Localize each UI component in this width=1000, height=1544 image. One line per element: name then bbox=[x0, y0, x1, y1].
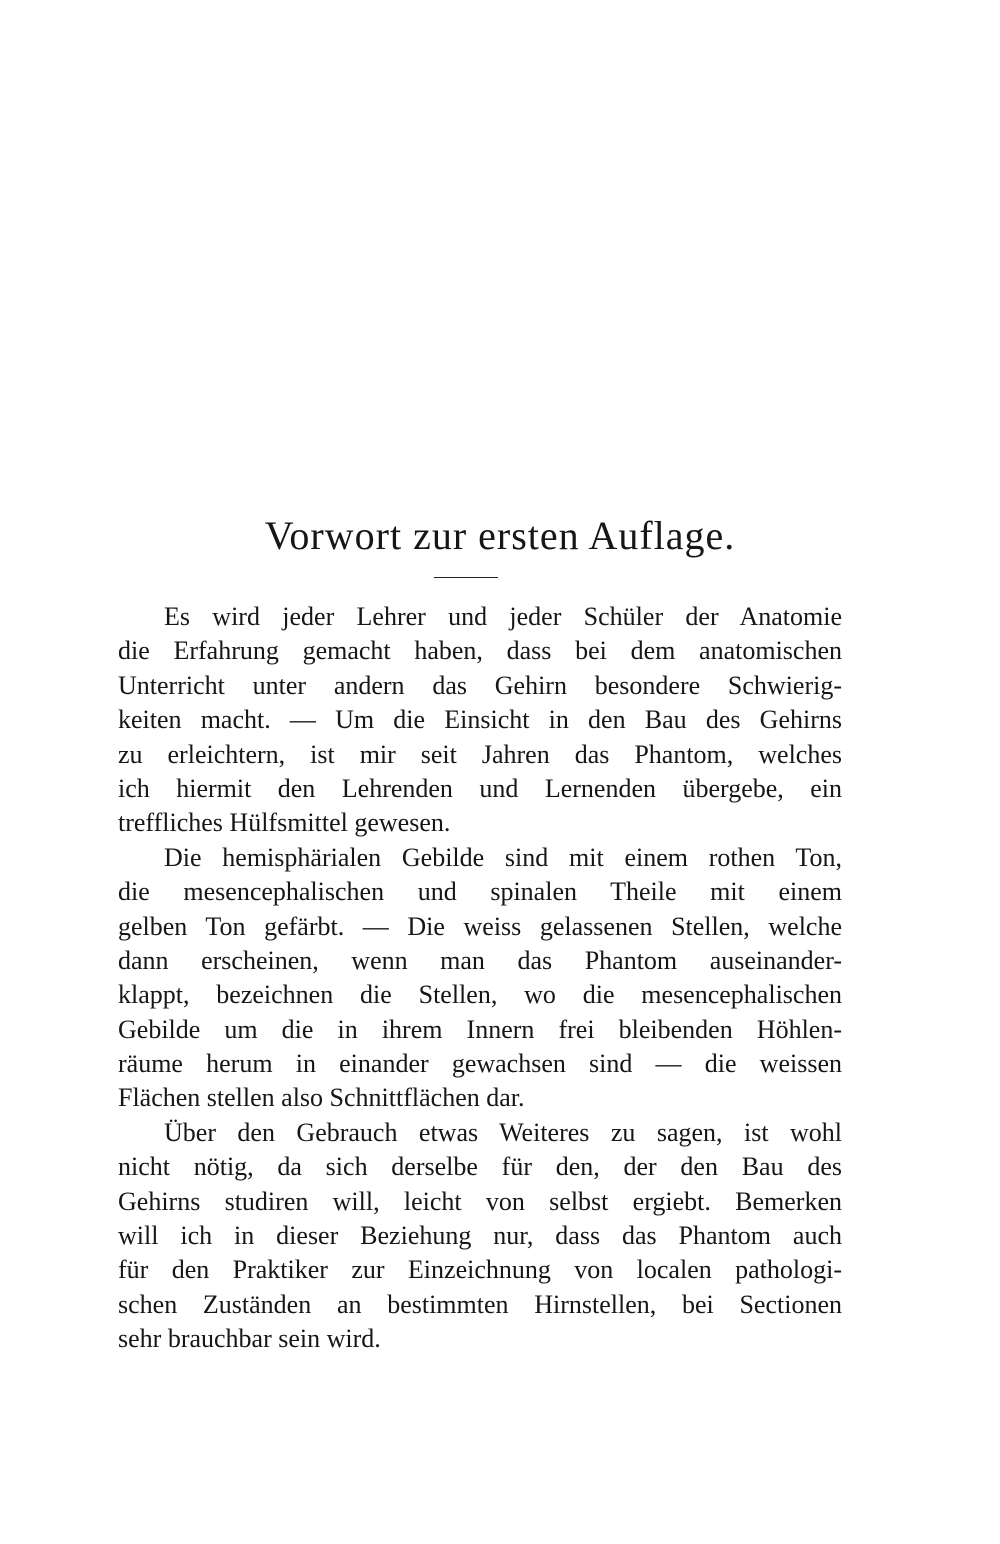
text-line: Unterricht unter andern das Gehirn besondere Schwierig- bbox=[118, 670, 842, 700]
text-line: gelben Ton gefärbt. — Die weiss gelassenen Stellen, welche bbox=[118, 911, 842, 941]
text-line: die Erfahrung gemacht haben, dass bei dem anatomischen bbox=[118, 636, 842, 666]
text-line: Über den Gebrauch etwas Weiteres zu sagen, ist wohl bbox=[164, 1117, 842, 1147]
text-line: die mesencephalischen und spinalen Theile mit einem bbox=[118, 877, 842, 907]
text-line: ich hiermit den Lehrenden und Lernenden übergebe, ein bbox=[118, 773, 842, 803]
text-line: Es wird jeder Lehrer und jeder Schüler der Anatomie bbox=[164, 602, 842, 631]
text-line: für den Praktiker zur Einzeichnung von localen pathologi- bbox=[118, 1255, 842, 1285]
text-line: sehr brauchbar sein wird. bbox=[118, 1324, 381, 1354]
text-line: Gehirns studiren will, leicht von selbst ergiebt. Bemerken bbox=[118, 1186, 842, 1216]
title-divider bbox=[434, 577, 498, 578]
body-text bbox=[118, 600, 842, 1357]
text-line: klappt, bezeichnen die Stellen, wo die mesencephalischen bbox=[118, 980, 842, 1010]
text-line: keiten macht. — Um die Einsicht in den Bau des Gehirns bbox=[118, 705, 842, 735]
text-line: räume herum in einander gewachsen sind — die weissen bbox=[118, 1049, 842, 1079]
text-line: schen Zuständen an bestimmten Hirnstellen, bei Sectionen bbox=[118, 1289, 842, 1319]
text-line: Gebilde um die in ihrem Innern frei bleibenden Höhlen- bbox=[118, 1014, 842, 1044]
text-line: Flächen stellen also Schnittflächen dar. bbox=[118, 1083, 525, 1113]
text-line: nicht nötig, da sich derselbe für den, der den Bau des bbox=[118, 1152, 842, 1182]
text-line: Die hemisphärialen Gebilde sind mit einem rothen Ton, bbox=[164, 842, 842, 872]
page-title: Vorwort zur ersten Auflage. bbox=[264, 513, 736, 558]
paragraph-1 bbox=[118, 600, 842, 841]
text-line: zu erleichtern, ist mir seit Jahren das Phantom, welches bbox=[118, 739, 842, 769]
paragraph-2 bbox=[118, 841, 842, 1116]
text-line: treffliches Hülfsmittel gewesen. bbox=[118, 808, 451, 838]
text-line: dann erscheinen, wenn man das Phantom auseinander- bbox=[118, 945, 842, 975]
text-line: will ich in dieser Beziehung nur, dass das Phantom auch bbox=[118, 1221, 842, 1251]
paragraph-3 bbox=[118, 1116, 842, 1357]
